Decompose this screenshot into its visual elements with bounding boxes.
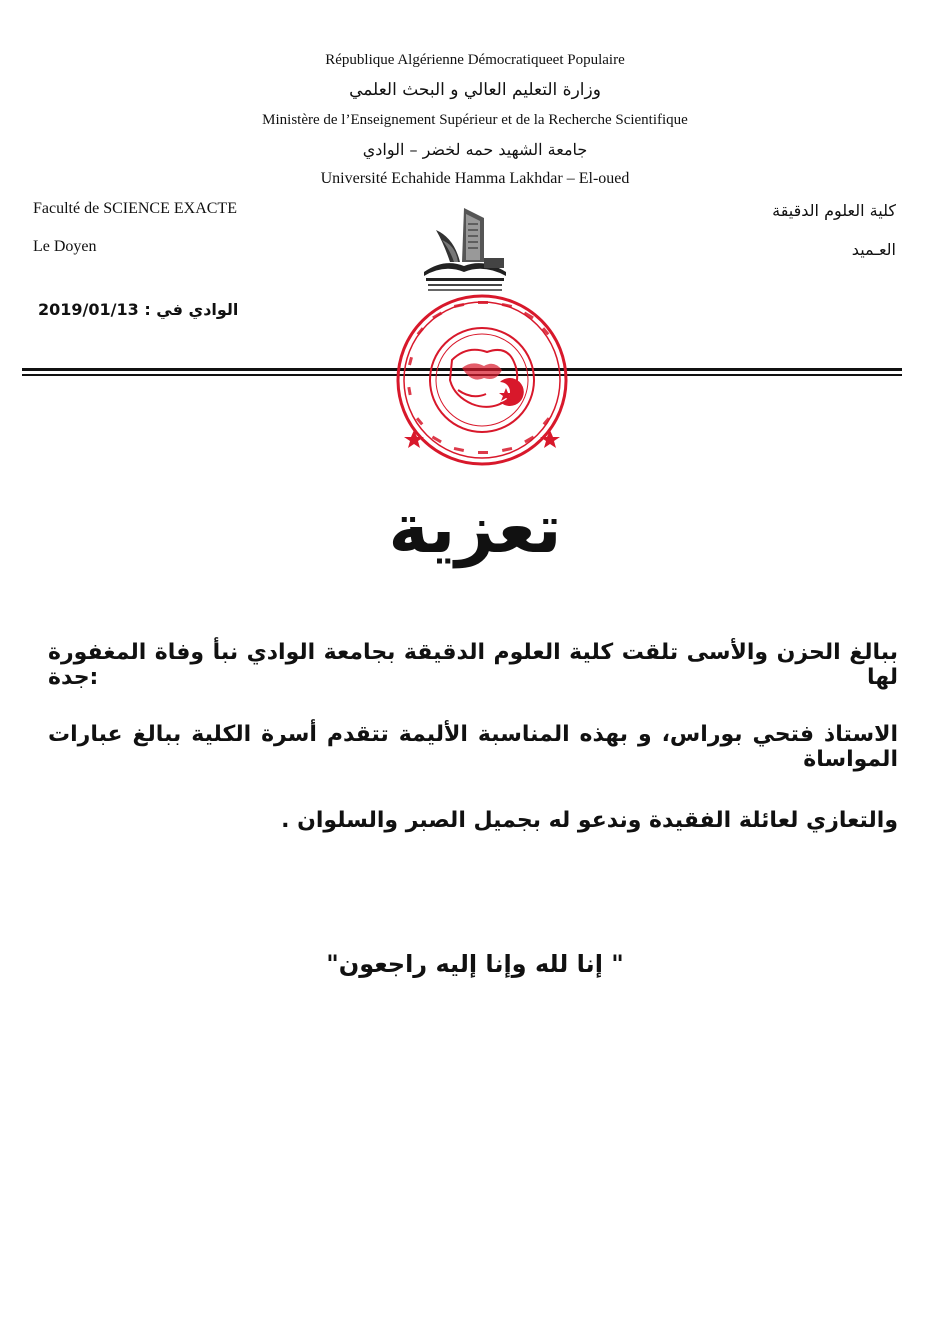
official-stamp-icon	[392, 290, 572, 470]
republic-header: République Algérienne Démocratiqueet Populaire	[325, 52, 625, 68]
university-header-ar: جامعة الشهيد حمه لخضر – الوادي	[362, 140, 588, 159]
university-header-fr: Université Echahide Hamma Lakhdar – El-oued	[320, 170, 630, 187]
faculty-name-ar: كلية العلوم الدقيقة	[772, 201, 896, 220]
ministry-header-fr: Ministère de l’Enseignement Supérieur et de la Recherche Scientifique	[262, 112, 688, 128]
dean-title-ar: العـميد	[851, 240, 896, 259]
ministry-header-ar: وزارة التعليم العالي و البحث العلمي	[349, 80, 601, 100]
document-title: تعزية	[388, 490, 562, 569]
quran-quote: " إنا لله وإنا إليه راجعون"	[326, 950, 624, 978]
university-logo-icon	[414, 200, 514, 300]
date-line	[38, 300, 238, 319]
condolence-line-2: الاستاذ فتحي بوراس، و بهذه المناسبة الأليمة تتقدم أسرة الكلية ببالغ عبارات المواساة	[48, 722, 898, 772]
date-value: 2019/01/13	[38, 300, 139, 319]
faculty-name-fr: Faculté de SCIENCE EXACTE	[33, 200, 237, 217]
dean-title-fr: Le Doyen	[33, 238, 97, 255]
condolence-line-3: والتعازي لعائلة الفقيدة وندعو له بجميل الصبر والسلوان .	[281, 808, 898, 833]
condolence-line-1: ببالغ الحزن والأسى تلقت كلية العلوم الدقيقة بجامعة الوادي نبأ وفاة المغفورة لها :جدة	[48, 640, 898, 690]
date-label: الوادي في :	[144, 300, 239, 319]
